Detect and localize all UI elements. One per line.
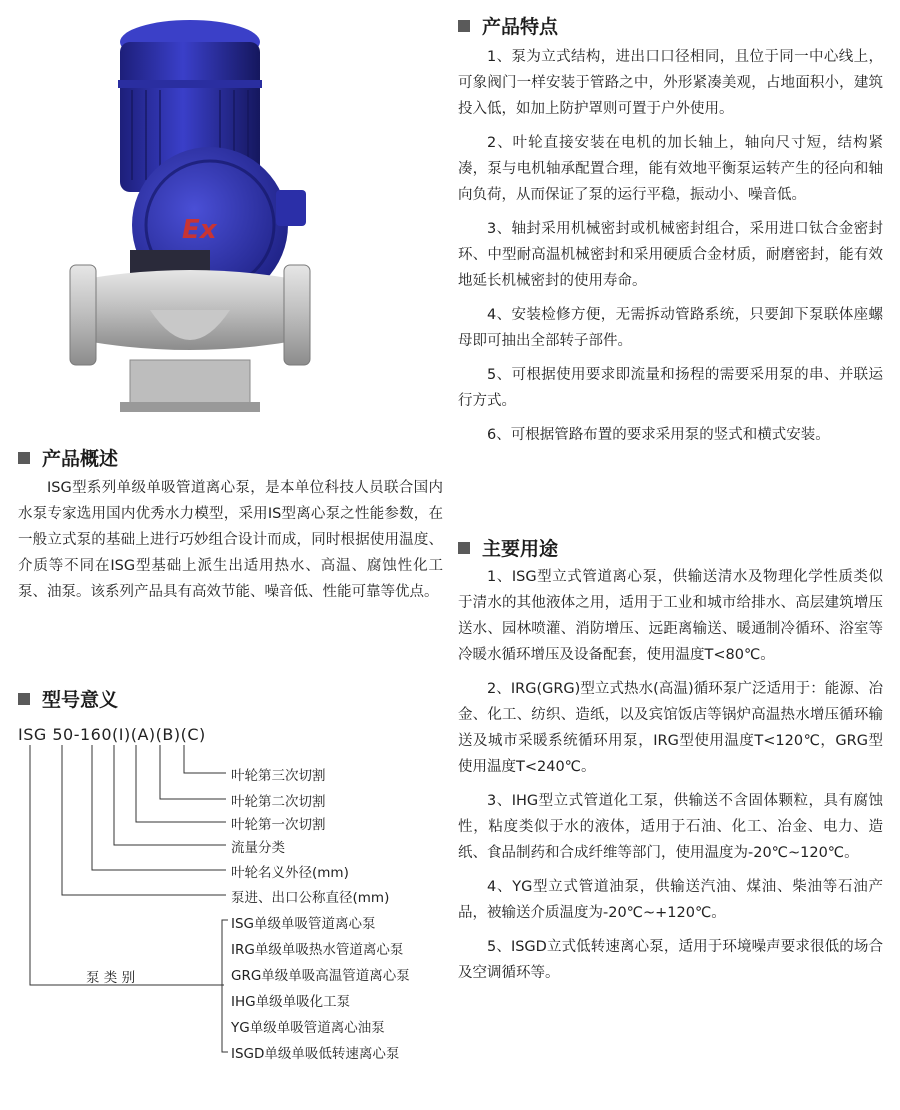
annotation-third-cut: 叶轮第三次切割 <box>231 768 326 784</box>
uses-list <box>458 564 883 994</box>
features-heading <box>458 12 558 39</box>
features-list <box>458 44 883 456</box>
feature-item-6: 6、可根据管路布置的要求采用泵的竖式和横式安装。 <box>487 427 830 443</box>
use-item-1: 1、ISG型立式管道离心泵，供输送清水及物理化学性质类似于清水的其他液体之用，适用于工业和城市给排水、高层建筑增压送水、园林喷灌、消防增压、远距离输送、暖通制冷循环、浴室等冷暖水循环增压及设备配套，使用温度T<80℃。 <box>458 569 883 663</box>
feature-item-1: 1、泵为立式结构，进出口口径相同，且位于同一中心线上，可象阀门一样安装于管路之中，外形紧凑美观，占地面积小，建筑投入低，如加上防护罩则可置于户外使用。 <box>458 49 883 117</box>
uses-heading-text: 主要用途 <box>482 538 559 560</box>
annotation-flow-class: 流量分类 <box>231 840 285 856</box>
pump-type-label: 泵 类 别 <box>86 970 136 986</box>
model-code: ISG 50-160(I)(A)(B)(C) <box>18 725 206 744</box>
annotation-impeller-diameter: 叶轮名义外径(mm) <box>231 865 349 881</box>
annotation-first-cut: 叶轮第一次切割 <box>231 817 326 833</box>
use-item-4: 4、YG型立式管道油泵，供输送汽油、煤油、柴油等石油产品，被输送介质温度为-20℃~+120℃。 <box>458 879 883 921</box>
annotation-nominal-diameter: 泵进、出口公称直径(mm) <box>231 890 390 906</box>
pump-type-yg: YG单级单吸管道离心油泵 <box>231 1020 385 1036</box>
overview-text: ISG型系列单级单吸管道离心泵，是本单位科技人员联合国内水泵专家选用国内优秀水力模型，采用IS型离心泵之性能参数，在一般立式泵的基础上进行巧妙组合设计而成，同时根据使用温度、介质等不同在ISG型基础上派生出适用热水、高温、腐蚀性化工泵、油泵。该系列产品具有高效节能、噪音低、性能可靠等优点。 <box>18 480 443 600</box>
feature-item-4: 4、安装检修方便，无需拆动管路系统，只要卸下泵联体座螺母即可抽出全部转子部件。 <box>458 307 883 349</box>
pump-type-isgd: ISGD单级单吸低转速离心泵 <box>231 1046 400 1062</box>
use-item-2: 2、IRG(GRG)型立式热水(高温)循环泵广泛适用于：能源、冶金、化工、纺织、造纸，以及宾馆饭店等锅炉高温热水增压循环输送及城市采暖系统循环用泵，IRG型使用温度T<120℃，GRG型使用温度T<240℃。 <box>458 681 883 775</box>
heading-square-icon <box>458 542 470 554</box>
heading-square-icon <box>458 20 470 32</box>
pump-type-ihg: IHG单级单吸化工泵 <box>231 994 351 1010</box>
feature-item-2: 2、叶轮直接安装在电机的加长轴上，轴向尺寸短，结构紧凑，泵与电机轴承配置合理，能有效地平衡泵运转产生的径向和轴向负荷，从而保证了泵的运行平稳，振动小、噪音低。 <box>458 135 883 203</box>
feature-item-5: 5、可根据使用要求即流量和扬程的需要采用泵的串、并联运行方式。 <box>458 367 883 409</box>
overview-heading-text: 产品概述 <box>42 448 119 470</box>
uses-heading <box>458 534 558 561</box>
annotation-second-cut: 叶轮第二次切割 <box>231 794 326 810</box>
feature-item-3: 3、轴封采用机械密封或机械密封组合，采用进口钛合金密封环、中型耐高温机械密封和采用硬质合金材质，耐磨密封，能有效地延长机械密封的使用寿命。 <box>458 221 883 289</box>
ex-logo-text: Ex <box>182 215 217 245</box>
use-item-5: 5、ISGD立式低转速离心泵，适用于环境噪声要求很低的场合及空调循环等。 <box>458 939 883 981</box>
features-heading-text: 产品特点 <box>482 16 559 38</box>
pump-type-grg: GRG单级单吸高温管道离心泵 <box>231 968 410 984</box>
pump-type-irg: IRG单级单吸热水管道离心泵 <box>231 942 404 958</box>
pump-type-isg: ISG单级单吸管道离心泵 <box>231 916 376 932</box>
model-heading-text: 型号意义 <box>42 689 119 711</box>
use-item-3: 3、IHG型立式管道化工泵，供输送不含固体颗粒，具有腐蚀性，粘度类似于水的液体，适用于石油、化工、冶金、电力、造纸、食品制药和合成纤维等部门，使用温度为-20℃~120℃。 <box>458 793 883 861</box>
